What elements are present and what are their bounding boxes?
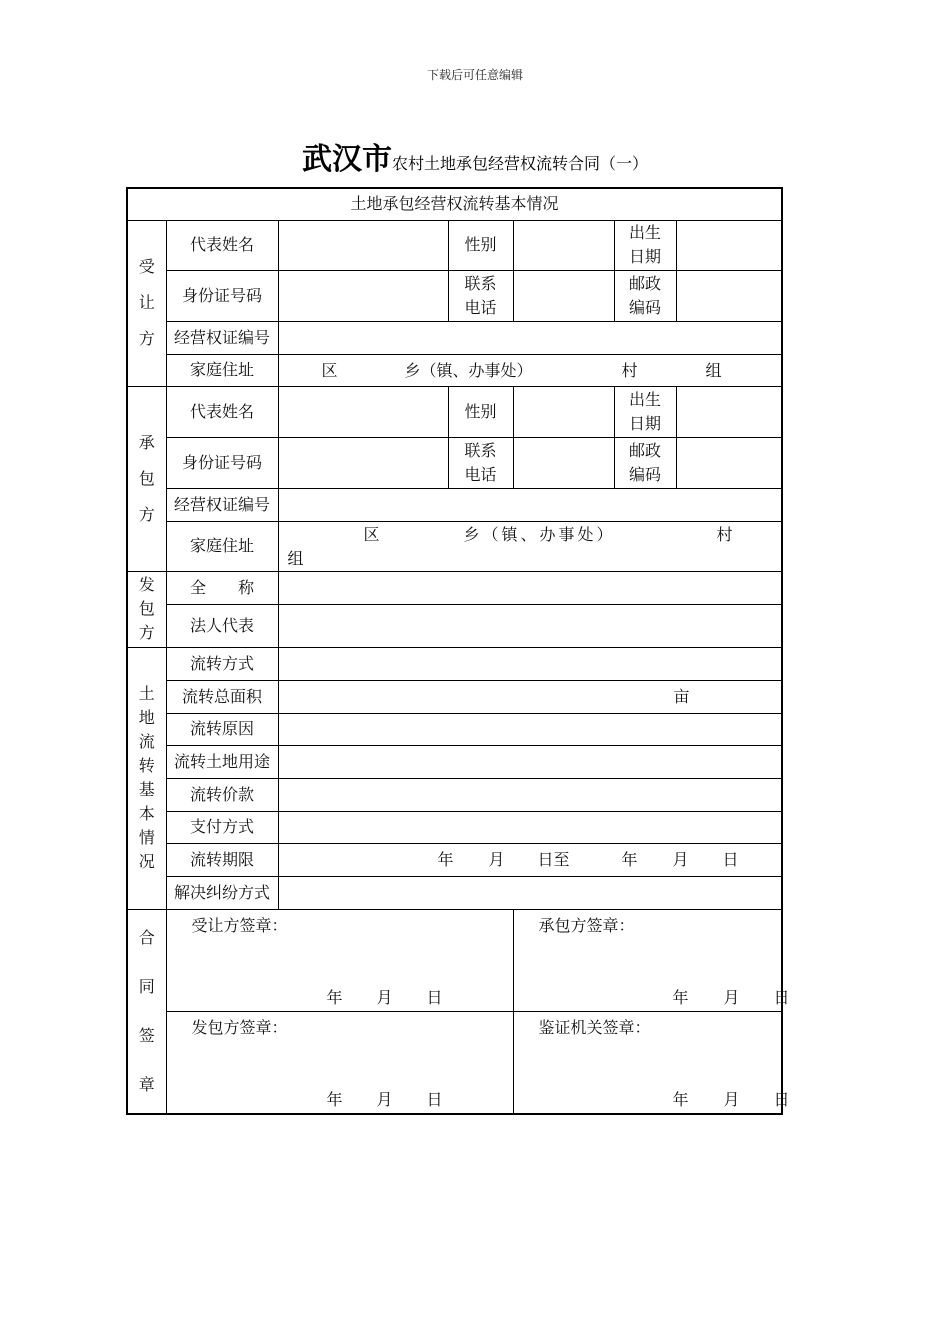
transferor-address-label: 家庭住址 xyxy=(166,354,278,386)
transferor-phone-label: 联系 电话 xyxy=(448,270,513,321)
contractor-phone-label: 联系 电话 xyxy=(448,437,513,488)
contractor-cert-label: 经营权证编号 xyxy=(166,488,278,521)
transferor-address-field[interactable] xyxy=(278,354,782,386)
dispute-resolution-field[interactable] xyxy=(278,876,782,909)
transfer-area-label: 流转总面积 xyxy=(166,680,278,713)
transferor-birth-label: 出生 日期 xyxy=(614,220,676,270)
addr-group: 组 xyxy=(287,548,304,568)
contractor-rep-name-label: 代表姓名 xyxy=(166,386,278,437)
contractor-gender-label: 性别 xyxy=(448,386,513,437)
contractor-address-field[interactable] xyxy=(278,521,782,571)
addr-township: 乡（镇、办事处） xyxy=(463,524,616,544)
contract-form-table xyxy=(126,187,790,1115)
contractor-address-label: 家庭住址 xyxy=(166,521,278,571)
transferor-gender-label: 性别 xyxy=(448,220,513,270)
header-note: 下载后可任意编辑 xyxy=(426,68,523,82)
transfer-usage-label: 流转土地用途 xyxy=(166,745,278,778)
transfer-price-field[interactable] xyxy=(278,778,782,811)
transfer-usage-field[interactable] xyxy=(278,745,782,778)
contractor-rep-name-field[interactable] xyxy=(278,386,448,437)
contractor-cert-field[interactable] xyxy=(278,488,782,521)
area-unit: 亩 xyxy=(673,686,690,706)
addr-village: 村 xyxy=(716,524,733,544)
transferor-rep-name-field[interactable] xyxy=(278,220,448,270)
issuer-full-name-field[interactable] xyxy=(278,571,782,604)
title-city: 武汉市 xyxy=(301,142,392,177)
transferor-id-label: 身份证号码 xyxy=(166,270,278,321)
issuer-signature-box[interactable]: 发包方签章： 年 月 日 xyxy=(166,1011,513,1114)
transferor-rep-name-label: 代表姓名 xyxy=(166,220,278,270)
transfer-method-field[interactable] xyxy=(278,647,782,680)
transferor-postcode-field[interactable] xyxy=(676,270,782,321)
addr-district: 区 xyxy=(321,360,338,380)
transfer-method-label: 流转方式 xyxy=(166,647,278,680)
contractor-id-label: 身份证号码 xyxy=(166,437,278,488)
contractor-phone-field[interactable] xyxy=(513,437,614,488)
page-title xyxy=(0,134,950,178)
addr-village: 村 xyxy=(621,360,638,380)
issuer-side-label: 发 包 方 xyxy=(127,571,166,647)
addr-group: 组 xyxy=(705,360,722,380)
transferor-phone-field[interactable] xyxy=(513,270,614,321)
transferor-postcode-label: 邮政 编码 xyxy=(614,270,676,321)
transferor-signature-box[interactable]: 受让方签章： 年 月 日 xyxy=(166,909,513,1011)
land-side-label: 土 地 流 转 基 本 情 况 xyxy=(127,647,166,909)
contractor-side-label: 承 包 方 xyxy=(127,386,166,571)
dispute-resolution-label: 解决纠纷方式 xyxy=(166,876,278,909)
issuer-full-name-label: 全 称 xyxy=(166,571,278,604)
transferor-birth-field[interactable] xyxy=(676,220,782,270)
addr-district: 区 xyxy=(363,524,380,544)
transfer-price-label: 流转价款 xyxy=(166,778,278,811)
transferor-cert-label: 经营权证编号 xyxy=(166,321,278,354)
issuer-legal-rep-field[interactable] xyxy=(278,604,782,647)
signature-side-label: 合 同 签 章 xyxy=(127,909,166,1114)
contractor-birth-label: 出生 日期 xyxy=(614,386,676,437)
contractor-signature-box[interactable]: 承包方签章： 年 月 日 xyxy=(513,909,782,1011)
contractor-birth-field[interactable] xyxy=(676,386,782,437)
issuer-legal-rep-label: 法人代表 xyxy=(166,604,278,647)
contractor-postcode-field[interactable] xyxy=(676,437,782,488)
contractor-postcode-label: 邮政 编码 xyxy=(614,437,676,488)
title-text: 农村土地承包经营权流转合同（一） xyxy=(391,154,648,173)
contractor-id-field[interactable] xyxy=(278,437,448,488)
transfer-reason-field[interactable] xyxy=(278,713,782,745)
table-heading: 土地承包经营权流转基本情况 xyxy=(127,188,782,220)
transferor-id-field[interactable] xyxy=(278,270,448,321)
payment-method-field[interactable] xyxy=(278,811,782,843)
transfer-reason-label: 流转原因 xyxy=(166,713,278,745)
authority-signature-box[interactable]: 鉴证机关签章： 年 月 日 xyxy=(513,1011,782,1114)
addr-township: 乡（镇、办事处） xyxy=(404,360,533,380)
payment-method-label: 支付方式 xyxy=(166,811,278,843)
transferor-side-label: 受 让 方 xyxy=(127,220,166,386)
transfer-term-label: 流转期限 xyxy=(166,843,278,876)
transferor-gender-field[interactable] xyxy=(513,220,614,270)
transfer-term-field[interactable]: 年 月 日至 年 月 日 xyxy=(278,843,782,876)
transferor-cert-field[interactable] xyxy=(278,321,782,354)
contractor-gender-field[interactable] xyxy=(513,386,614,437)
transfer-area-field[interactable] xyxy=(278,680,782,713)
